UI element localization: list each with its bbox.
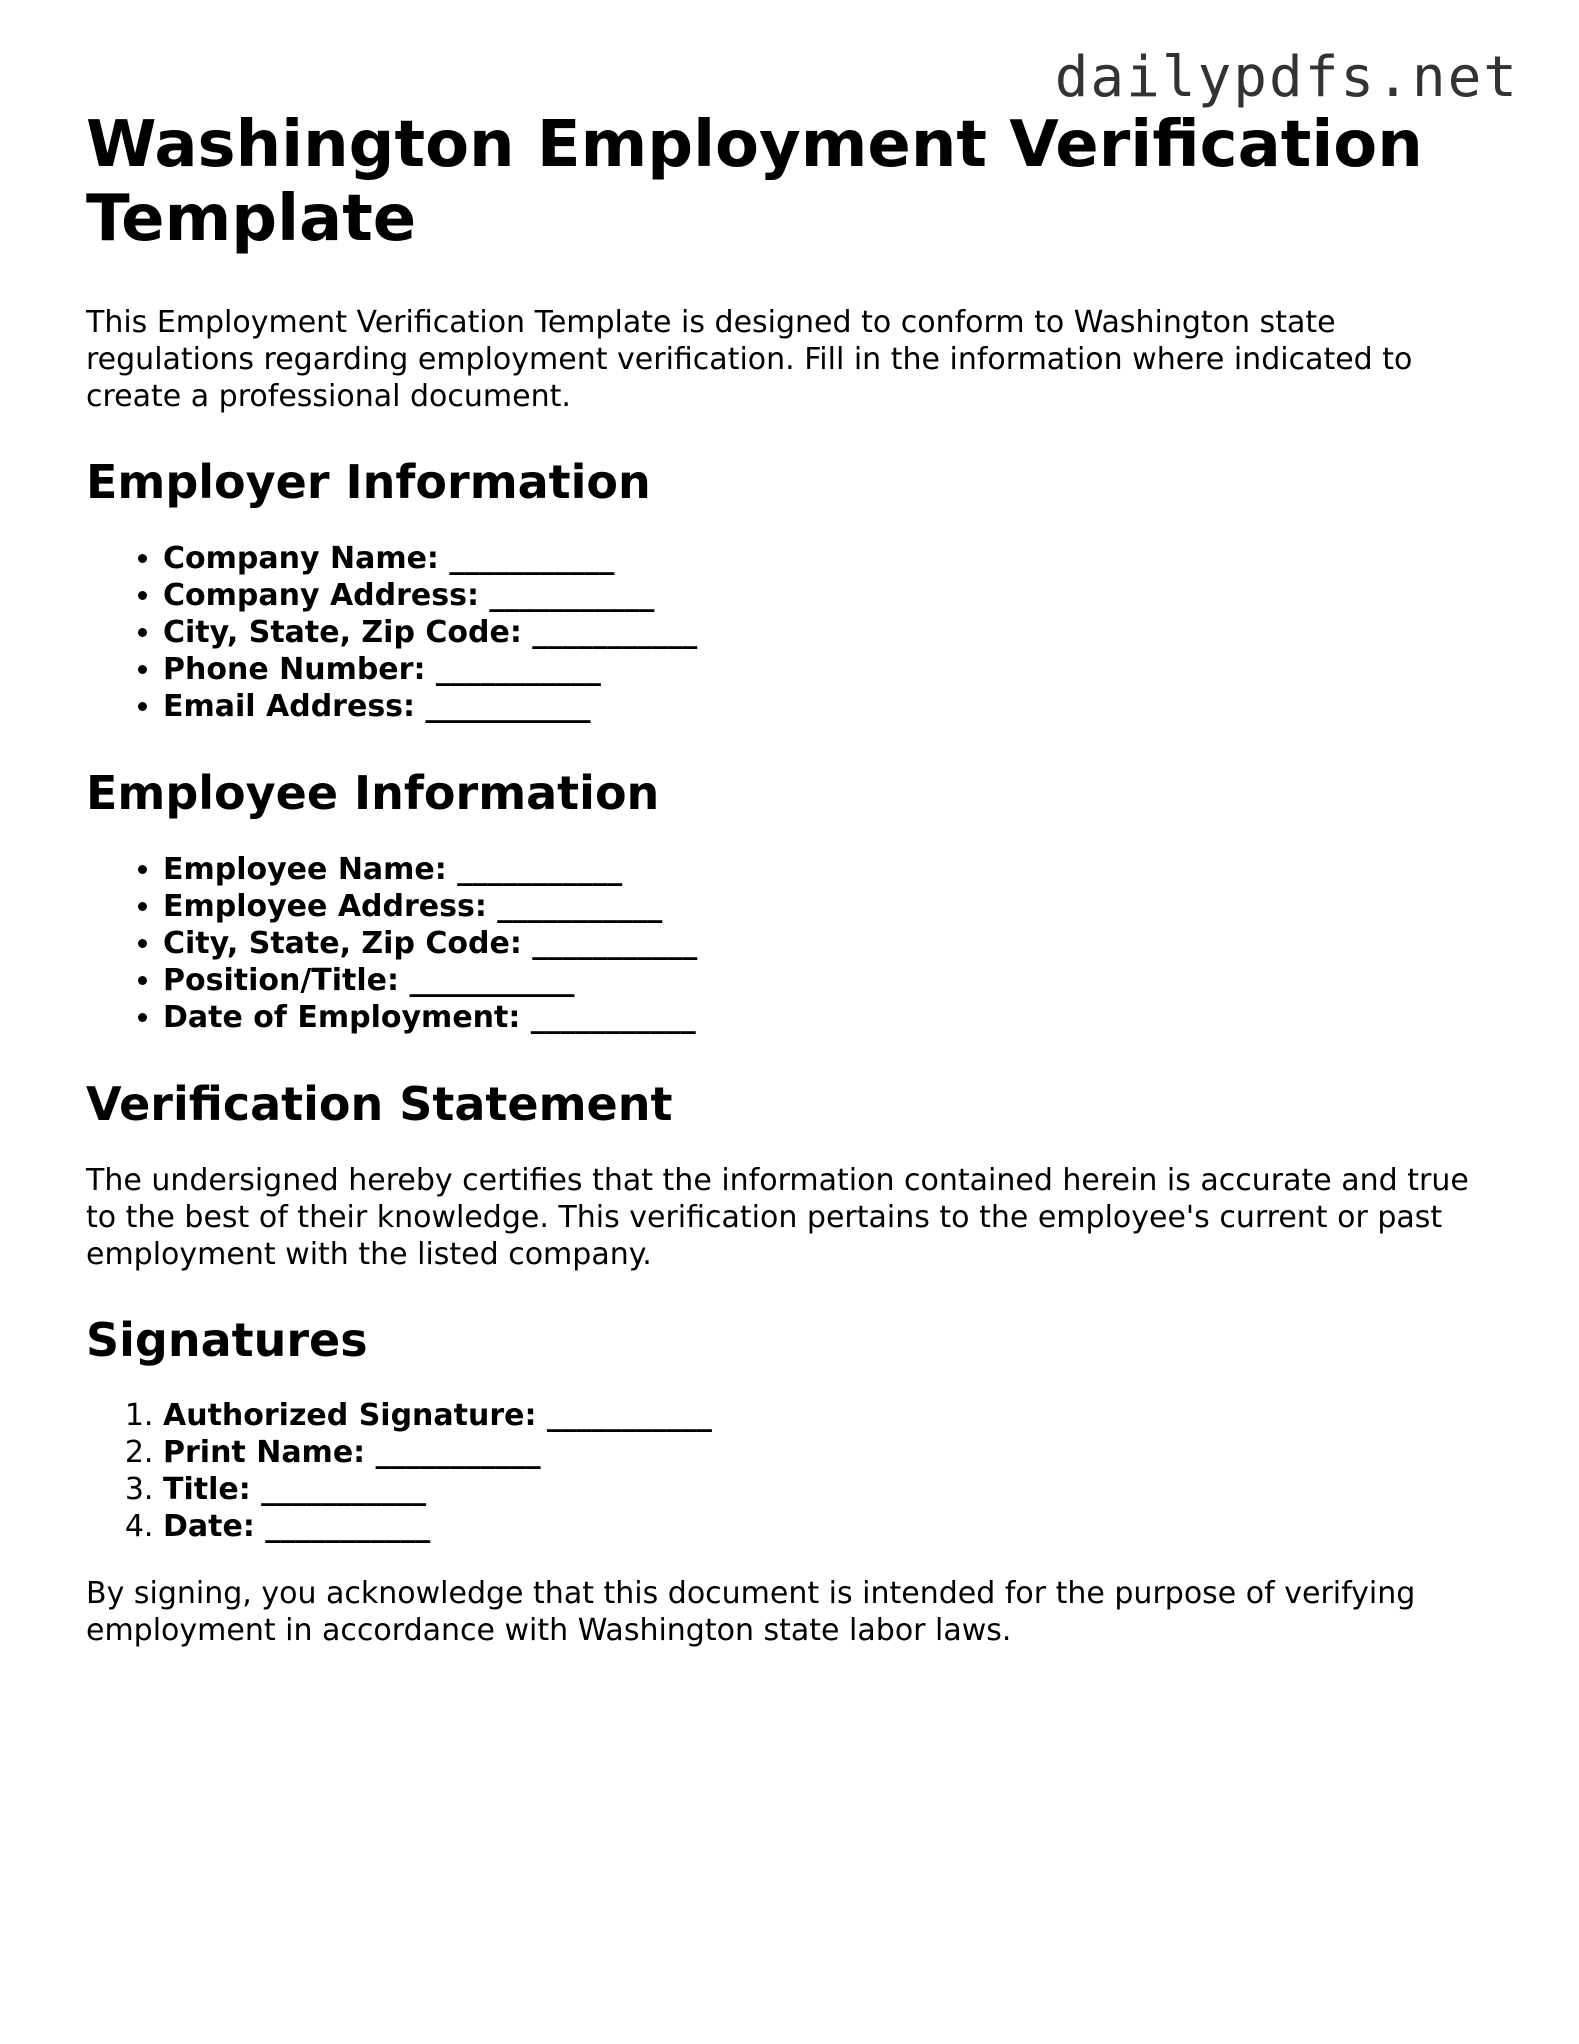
intro-paragraph: This Employment Verification Template is designed to conform to Washington state regulations regarding employment verification. Fill in the information where indicated to create a professional document. <box>86 305 1413 414</box>
employer-field: • Phone Number: ___________ <box>163 651 1486 688</box>
employer-field: • Email Address: ___________ <box>163 688 1486 725</box>
employee-field: • Date of Employment: ___________ <box>163 999 1486 1036</box>
document-page <box>86 108 1486 1649</box>
employee-heading: Employee Information <box>86 766 660 820</box>
employee-list <box>86 851 1486 1036</box>
employer-field: • City, State, Zip Code: ___________ <box>163 614 1486 651</box>
employee-field: • Position/Title: ___________ <box>163 962 1486 999</box>
signature-field: 2. Print Name: ___________ <box>163 1434 1486 1471</box>
employer-field: • Company Address: ___________ <box>163 577 1486 614</box>
watermark: dailypdfs.net <box>1054 45 1519 110</box>
employer-list <box>86 540 1486 725</box>
signature-field: 1. Authorized Signature: ___________ <box>163 1397 1486 1434</box>
page-title: Washington Employment Verification Template <box>86 108 1423 256</box>
signatures-heading: Signatures <box>86 1313 368 1367</box>
employee-field: • City, State, Zip Code: ___________ <box>163 925 1486 962</box>
verification-heading: Verification Statement <box>86 1077 673 1131</box>
signature-field: 3. Title: ___________ <box>163 1471 1486 1508</box>
signature-field: 4. Date: ___________ <box>163 1508 1486 1545</box>
verification-statement: The undersigned hereby certifies that the information contained herein is accurate and true to the best of their knowledge. This verification pertains to the employee's current or past employment with the listed company. <box>86 1163 1469 1272</box>
employer-field: • Company Name: ___________ <box>163 540 1486 577</box>
employee-field: • Employee Name: ___________ <box>163 851 1486 888</box>
closing-paragraph: By signing, you acknowledge that this document is intended for the purpose of verifying employment in accordance with Washington state labor laws. <box>86 1576 1416 1648</box>
employer-heading: Employer Information <box>86 455 651 509</box>
employee-field: • Employee Address: ___________ <box>163 888 1486 925</box>
signatures-list <box>86 1397 1486 1545</box>
